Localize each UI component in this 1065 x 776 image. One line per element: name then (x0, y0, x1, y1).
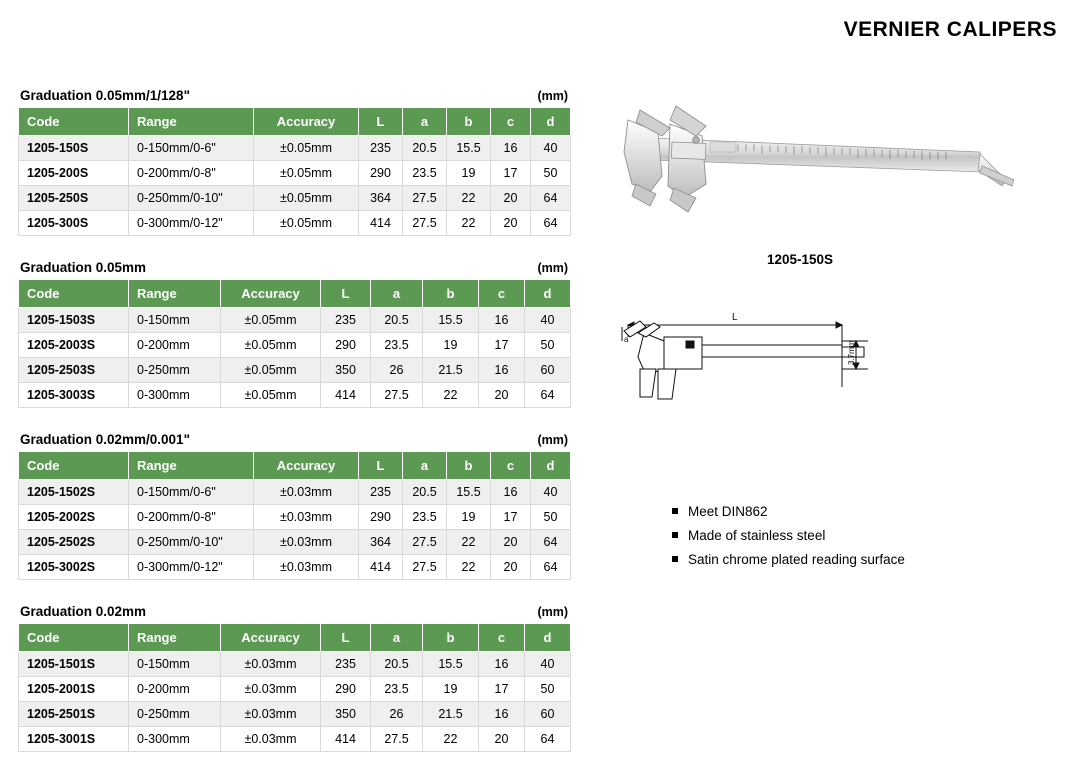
cell-c: 20 (491, 211, 531, 236)
cell-accuracy: ±0.05mm (221, 308, 321, 333)
spec-table-3 (18, 451, 571, 580)
unit-label-2: (mm) (537, 261, 568, 275)
col-range: Range (129, 108, 254, 136)
bullet-icon (672, 532, 678, 538)
cell-a: 27.5 (403, 186, 447, 211)
cell-b: 22 (423, 383, 479, 408)
table-row (19, 727, 571, 752)
col-b: b (423, 624, 479, 652)
spec-tables-column (18, 88, 570, 776)
table-row (19, 677, 571, 702)
cell-b: 19 (447, 505, 491, 530)
cell-c: 20 (491, 530, 531, 555)
col-a: a (371, 280, 423, 308)
cell-range: 0-150mm (129, 308, 221, 333)
cell-l: 364 (359, 530, 403, 555)
cell-c: 16 (479, 358, 525, 383)
cell-accuracy: ±0.03mm (254, 555, 359, 580)
cell-range: 0-200mm/0-8" (129, 505, 254, 530)
graduation-label-3: Graduation 0.02mm/0.001" (20, 432, 190, 447)
cell-c: 16 (479, 652, 525, 677)
spec-table-block-3 (18, 432, 570, 580)
cell-range: 0-300mm (129, 383, 221, 408)
list-item (672, 503, 1050, 521)
cell-d: 50 (531, 161, 571, 186)
product-illustration-column (610, 80, 1050, 576)
table-row (19, 161, 571, 186)
cell-d: 64 (531, 186, 571, 211)
table-row (19, 530, 571, 555)
cell-d: 64 (525, 727, 571, 752)
table-header-row (19, 452, 571, 480)
cell-l: 235 (359, 136, 403, 161)
diagram-label-thickness: 3.7mm (847, 340, 856, 365)
cell-c: 20 (491, 186, 531, 211)
cell-accuracy: ±0.03mm (254, 530, 359, 555)
table-row (19, 308, 571, 333)
table-row (19, 333, 571, 358)
table-row (19, 652, 571, 677)
cell-range: 0-250mm (129, 358, 221, 383)
cell-l: 290 (359, 161, 403, 186)
cell-code: 1205-2003S (19, 333, 129, 358)
cell-code: 1205-300S (19, 211, 129, 236)
cell-b: 22 (447, 530, 491, 555)
cell-b: 19 (447, 161, 491, 186)
cell-a: 23.5 (403, 161, 447, 186)
cell-b: 15.5 (423, 308, 479, 333)
cell-d: 60 (525, 702, 571, 727)
cell-d: 40 (531, 480, 571, 505)
cell-a: 23.5 (371, 677, 423, 702)
cell-a: 20.5 (403, 480, 447, 505)
cell-b: 15.5 (447, 136, 491, 161)
cell-c: 16 (479, 702, 525, 727)
col-code: Code (19, 108, 129, 136)
photo-caption: 1205-150S (766, 252, 834, 267)
cell-accuracy: ±0.03mm (221, 652, 321, 677)
table-row (19, 211, 571, 236)
cell-a: 27.5 (403, 555, 447, 580)
cell-code: 1205-3002S (19, 555, 129, 580)
spec-table-block-4 (18, 604, 570, 752)
table-row (19, 505, 571, 530)
cell-l: 290 (321, 677, 371, 702)
cell-accuracy: ±0.05mm (254, 186, 359, 211)
cell-accuracy: ±0.05mm (254, 136, 359, 161)
spec-table-1 (18, 107, 571, 236)
cell-l: 364 (359, 186, 403, 211)
col-l: L (359, 452, 403, 480)
cell-range: 0-250mm/0-10" (129, 530, 254, 555)
cell-l: 414 (359, 211, 403, 236)
col-c: c (491, 452, 531, 480)
cell-accuracy: ±0.05mm (254, 211, 359, 236)
cell-a: 26 (371, 702, 423, 727)
col-range: Range (129, 624, 221, 652)
cell-range: 0-200mm (129, 333, 221, 358)
cell-c: 16 (491, 480, 531, 505)
table-heading-4 (18, 604, 570, 619)
cell-code: 1205-1501S (19, 652, 129, 677)
bullet-icon (672, 556, 678, 562)
feature-text: Made of stainless steel (688, 528, 826, 544)
cell-code: 1205-1502S (19, 480, 129, 505)
table-heading-1 (18, 88, 570, 103)
cell-code: 1205-250S (19, 186, 129, 211)
col-code: Code (19, 624, 129, 652)
cell-code: 1205-2001S (19, 677, 129, 702)
cell-l: 414 (321, 383, 371, 408)
cell-a: 23.5 (403, 505, 447, 530)
cell-d: 60 (525, 358, 571, 383)
col-l: L (359, 108, 403, 136)
table-header-row (19, 280, 571, 308)
cell-d: 40 (531, 136, 571, 161)
table-header-row (19, 108, 571, 136)
col-accuracy: Accuracy (254, 108, 359, 136)
col-accuracy: Accuracy (221, 624, 321, 652)
cell-c: 20 (479, 383, 525, 408)
cell-code: 1205-150S (19, 136, 129, 161)
cell-b: 19 (423, 677, 479, 702)
cell-d: 64 (525, 383, 571, 408)
cell-d: 64 (531, 530, 571, 555)
cell-range: 0-250mm (129, 702, 221, 727)
cell-c: 20 (479, 727, 525, 752)
cell-code: 1205-2002S (19, 505, 129, 530)
cell-code: 1205-200S (19, 161, 129, 186)
cell-range: 0-200mm (129, 677, 221, 702)
bullet-icon (672, 508, 678, 514)
cell-range: 0-300mm (129, 727, 221, 752)
cell-c: 17 (479, 677, 525, 702)
spec-table-block-1 (18, 88, 570, 236)
spec-table-2 (18, 279, 571, 408)
cell-l: 350 (321, 702, 371, 727)
cell-b: 15.5 (447, 480, 491, 505)
graduation-label-2: Graduation 0.05mm (20, 260, 147, 275)
unit-label-1: (mm) (537, 89, 568, 103)
cell-d: 40 (525, 308, 571, 333)
list-item (672, 527, 1050, 545)
table-heading-2 (18, 260, 570, 275)
cell-code: 1205-3003S (19, 383, 129, 408)
spec-table-block-2 (18, 260, 570, 408)
cell-d: 64 (531, 211, 571, 236)
col-b: b (423, 280, 479, 308)
col-accuracy: Accuracy (254, 452, 359, 480)
cell-d: 50 (525, 333, 571, 358)
cell-range: 0-150mm/0-6" (129, 480, 254, 505)
cell-a: 20.5 (371, 652, 423, 677)
col-l: L (321, 624, 371, 652)
table-row (19, 136, 571, 161)
unit-label-3: (mm) (537, 433, 568, 447)
feature-text: Satin chrome plated reading surface (688, 552, 905, 568)
cell-code: 1205-2501S (19, 702, 129, 727)
graduation-label-1: Graduation 0.05mm/1/128" (20, 88, 190, 103)
cell-b: 15.5 (423, 652, 479, 677)
cell-range: 0-300mm/0-12" (129, 555, 254, 580)
col-c: c (491, 108, 531, 136)
table-header-row (19, 624, 571, 652)
cell-b: 22 (447, 186, 491, 211)
table-row (19, 358, 571, 383)
col-range: Range (129, 280, 221, 308)
col-a: a (403, 108, 447, 136)
cell-a: 20.5 (371, 308, 423, 333)
list-item (672, 551, 1050, 569)
unit-label-4: (mm) (537, 605, 568, 619)
cell-a: 27.5 (403, 530, 447, 555)
table-heading-3 (18, 432, 570, 447)
col-d: d (525, 624, 571, 652)
caliper-photo-svg (610, 80, 1030, 240)
cell-c: 20 (491, 555, 531, 580)
cell-range: 0-150mm/0-6" (129, 136, 254, 161)
cell-a: 20.5 (403, 136, 447, 161)
col-c: c (479, 624, 525, 652)
cell-d: 64 (531, 555, 571, 580)
cell-accuracy: ±0.03mm (254, 505, 359, 530)
cell-c: 17 (491, 161, 531, 186)
table-row (19, 480, 571, 505)
cell-accuracy: ±0.05mm (254, 161, 359, 186)
col-d: d (525, 280, 571, 308)
feature-list (610, 503, 1050, 570)
col-accuracy: Accuracy (221, 280, 321, 308)
cell-range: 0-300mm/0-12" (129, 211, 254, 236)
col-c: c (479, 280, 525, 308)
cell-b: 21.5 (423, 702, 479, 727)
col-a: a (403, 452, 447, 480)
caliper-photo (610, 80, 1030, 240)
cell-range: 0-200mm/0-8" (129, 161, 254, 186)
cell-accuracy: ±0.05mm (221, 383, 321, 408)
diagram-label-a: a (624, 335, 629, 344)
feature-text: Meet DIN862 (688, 504, 768, 519)
cell-l: 414 (359, 555, 403, 580)
cell-l: 350 (321, 358, 371, 383)
col-d: d (531, 452, 571, 480)
cell-c: 16 (479, 308, 525, 333)
cell-a: 27.5 (371, 383, 423, 408)
col-a: a (371, 624, 423, 652)
cell-code: 1205-2503S (19, 358, 129, 383)
diagram-label-L: L (732, 312, 738, 323)
page-title: VERNIER CALIPERS (843, 18, 1057, 41)
col-code: Code (19, 452, 129, 480)
col-b: b (447, 452, 491, 480)
cell-accuracy: ±0.03mm (221, 677, 321, 702)
cell-c: 17 (491, 505, 531, 530)
cell-a: 23.5 (371, 333, 423, 358)
cell-l: 235 (321, 308, 371, 333)
cell-b: 22 (447, 555, 491, 580)
cell-l: 414 (321, 727, 371, 752)
dimension-diagram (610, 311, 1030, 441)
dimension-diagram-svg (610, 311, 910, 431)
cell-a: 27.5 (403, 211, 447, 236)
cell-b: 21.5 (423, 358, 479, 383)
table-row (19, 383, 571, 408)
cell-code: 1205-1503S (19, 308, 129, 333)
cell-d: 50 (531, 505, 571, 530)
cell-l: 235 (359, 480, 403, 505)
cell-accuracy: ±0.03mm (221, 727, 321, 752)
cell-range: 0-250mm/0-10" (129, 186, 254, 211)
col-d: d (531, 108, 571, 136)
cell-c: 17 (479, 333, 525, 358)
cell-a: 27.5 (371, 727, 423, 752)
col-code: Code (19, 280, 129, 308)
col-b: b (447, 108, 491, 136)
cell-accuracy: ±0.05mm (221, 333, 321, 358)
cell-d: 40 (525, 652, 571, 677)
graduation-label-4: Graduation 0.02mm (20, 604, 147, 619)
cell-code: 1205-2502S (19, 530, 129, 555)
col-l: L (321, 280, 371, 308)
cell-b: 19 (423, 333, 479, 358)
table-row (19, 555, 571, 580)
table-row (19, 186, 571, 211)
cell-accuracy: ±0.05mm (221, 358, 321, 383)
spec-table-4 (18, 623, 571, 752)
cell-c: 16 (491, 136, 531, 161)
cell-b: 22 (447, 211, 491, 236)
cell-accuracy: ±0.03mm (221, 702, 321, 727)
cell-code: 1205-3001S (19, 727, 129, 752)
cell-d: 50 (525, 677, 571, 702)
cell-l: 290 (359, 505, 403, 530)
table-row (19, 702, 571, 727)
cell-a: 26 (371, 358, 423, 383)
cell-accuracy: ±0.03mm (254, 480, 359, 505)
cell-range: 0-150mm (129, 652, 221, 677)
cell-l: 235 (321, 652, 371, 677)
cell-l: 290 (321, 333, 371, 358)
col-range: Range (129, 452, 254, 480)
cell-b: 22 (423, 727, 479, 752)
